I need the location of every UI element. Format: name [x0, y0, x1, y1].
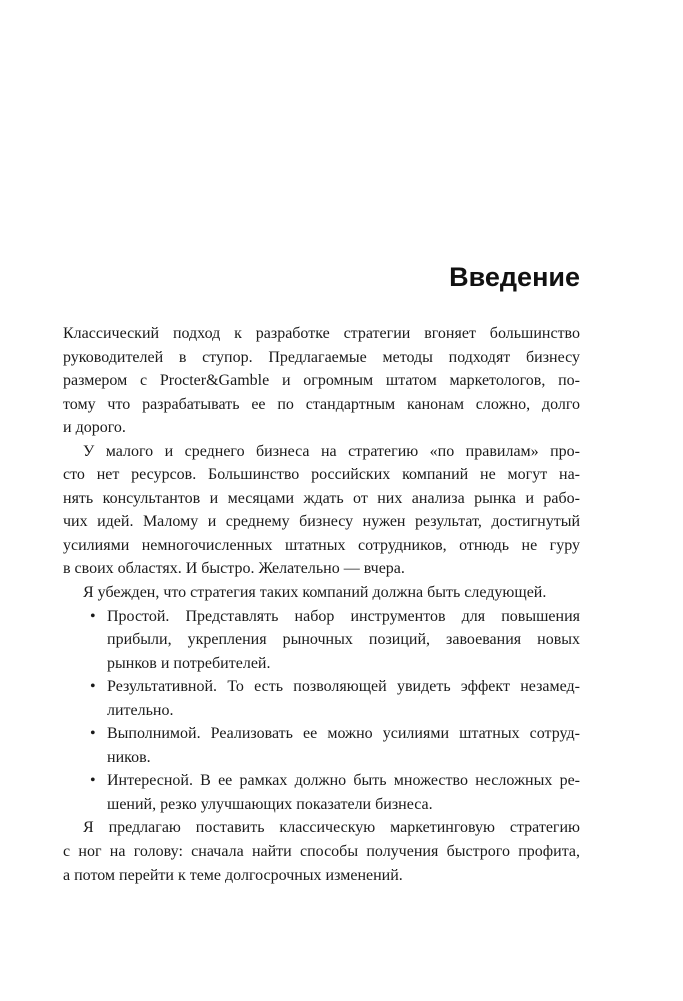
text-line: тому что разрабатывать ее по стандартным канонам сложно, долго	[63, 395, 580, 413]
paragraph	[63, 322, 580, 440]
text-line: чих идей. Малому и среднему бизнесу нужен результат, достигнутый	[63, 513, 580, 531]
text-line: Я убежден, что стратегия таких компаний должна быть следующей.	[83, 584, 547, 602]
bullet-icon: •	[90, 772, 96, 790]
text-line: размером с Procter&Gamble и огромным штатом маркетологов, по-	[63, 372, 580, 390]
text-line: руководителей в ступор. Предлагаемые методы подходят бизнесу	[63, 348, 580, 366]
paragraph	[63, 581, 580, 605]
text-line: нять консультантов и месяцами ждать от них анализа рынка и рабо-	[63, 489, 580, 507]
text-line: рынков и потребителей.	[107, 654, 271, 672]
text-line: Результативной. То есть позволяющей увидеть эффект незамед-	[107, 678, 580, 696]
page-title: Введение	[449, 262, 580, 292]
text-line: Классический подход к разработке стратегии вгоняет большинство	[63, 325, 580, 342]
text-line: с ног на голову: сначала найти способы получения быстрого профита,	[63, 843, 580, 861]
bullet-icon: •	[90, 678, 96, 696]
bullet-icon: •	[90, 607, 96, 625]
bullet-item	[63, 722, 580, 769]
text-line: сто нет ресурсов. Большинство российских компаний не могут на-	[63, 466, 580, 484]
text-line: и дорого.	[63, 419, 126, 437]
bullet-icon: •	[90, 725, 96, 743]
bullet-item	[63, 675, 580, 722]
paragraph	[63, 440, 580, 581]
text-line: лительно.	[107, 701, 174, 719]
bullet-item	[63, 605, 580, 676]
text-line: У малого и среднего бизнеса на стратегию «по правилам» про-	[83, 442, 580, 460]
text-line: Интересной. В ее рамках должно быть множество несложных ре-	[107, 772, 580, 790]
paragraph	[63, 816, 580, 887]
text-line: Простой. Представлять набор инструментов для повышения	[107, 607, 580, 625]
body-text	[63, 322, 580, 887]
text-line: усилиями немногочисленных штатных сотрудников, отнюдь не гуру	[63, 536, 580, 554]
text-line: Выполнимой. Реализовать ее можно усилиями штатных сотруд-	[107, 725, 580, 743]
text-line: ников.	[107, 748, 151, 766]
text-line: а потом перейти к теме долгосрочных изменений.	[63, 866, 403, 884]
text-line: Я предлагаю поставить классическую маркетинговую стратегию	[83, 819, 580, 837]
text-line: прибыли, укрепления рыночных позиций, завоевания новых	[107, 631, 580, 649]
bullet-item	[63, 769, 580, 816]
text-line: шений, резко улучшающих показатели бизнеса.	[107, 795, 433, 813]
text-line: в своих областях. И быстро. Желательно — вчера.	[63, 560, 405, 578]
